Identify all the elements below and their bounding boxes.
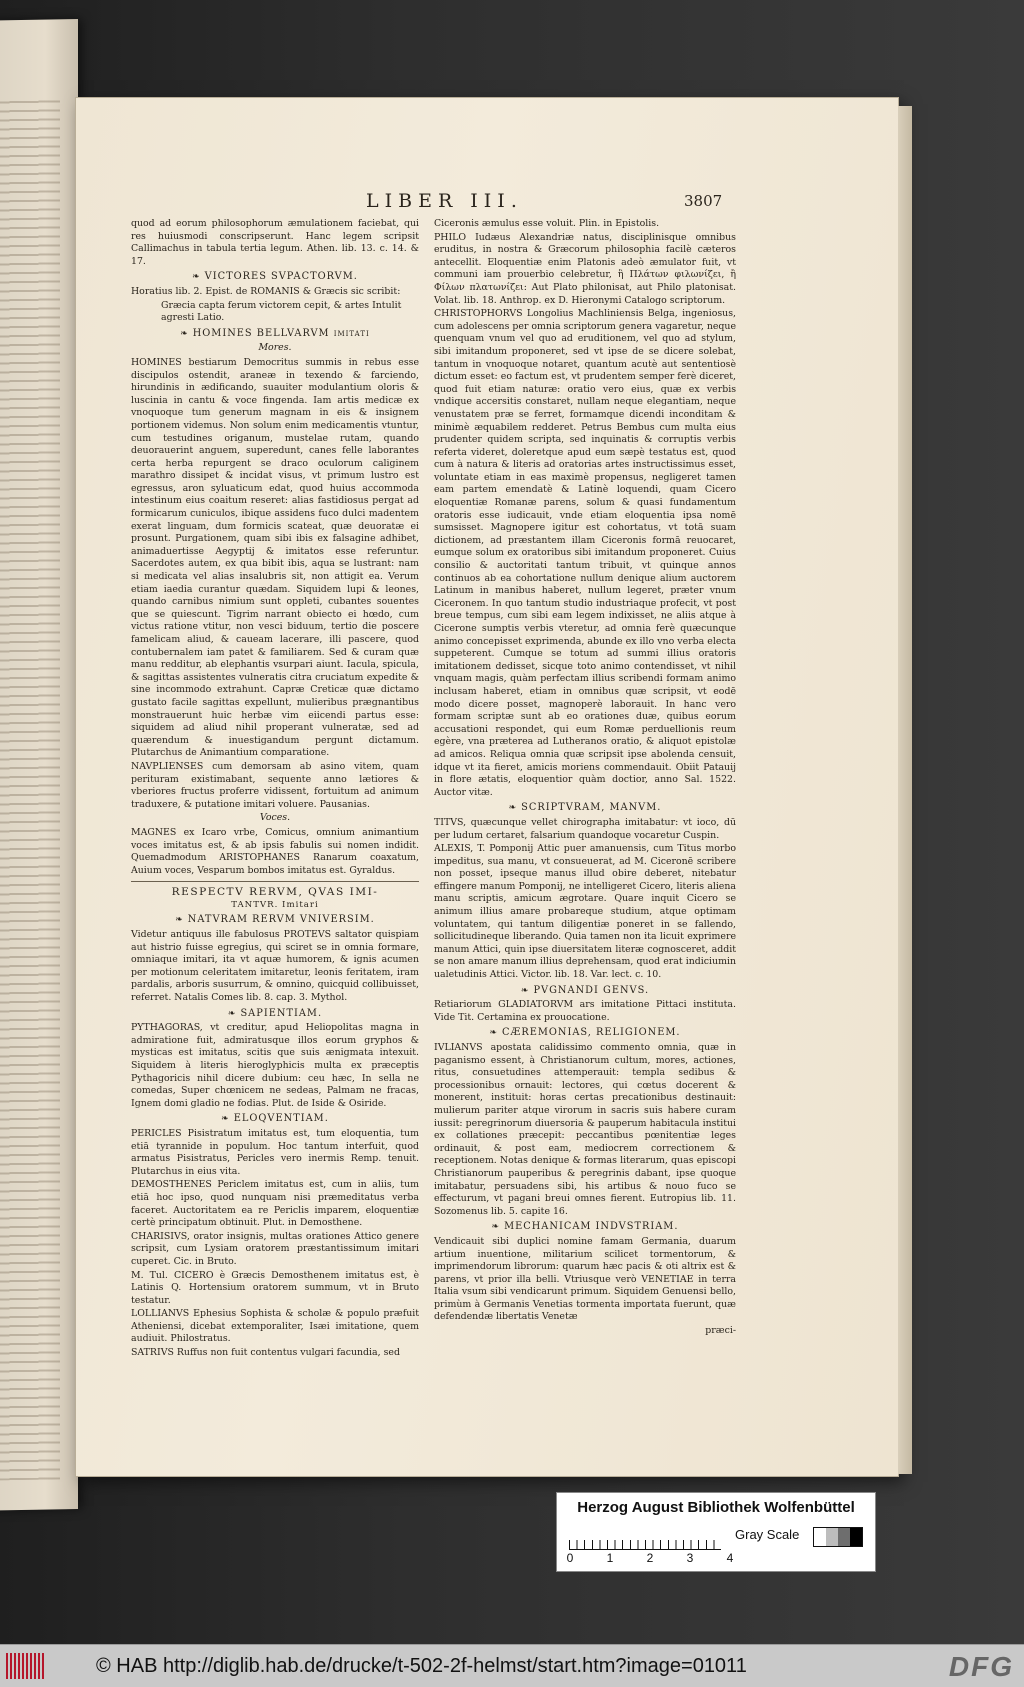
paragraph: ALEXIS, T. Pomponij Attic puer amanuensis, cum Titus morbo impeditus, sua manu, vt consueuerat, ad M. Ciceronē scribere non posset, ipseque manus illud obire deberet, nitebatur effingere manum Pomponij, ne intelligeret Cicero, literis aliena manu scriptis, amicum ægrotare. Quare inquit Cicero se animum illius amare probareque studium, atque optimam voluntatem, qui tantum diligentiæ poneret in se fallendo, sollicitudineque liberando. Quia tamen non ita licuit exprimere manum Attici, quin ipse diuersitatem literæ cognosceret, addit se non amare manum illius deprehensam, quod erat indiciumin ualetudinis Attici. Victor. lib. 18. Var. lect. c. 10. bbox=[434, 843, 736, 981]
section-heading-text: NATVRAM RERVM VNIVERSIM. bbox=[187, 914, 375, 926]
ruler-number: 1 bbox=[606, 1551, 614, 1565]
paragraph: HOMINES bestiarum Democritus summis in rebus esse discipulos ostendit, araneæ in texendo & farciendo, hirundinis in ædificando, suauiter modulantium oloris & luscinia in cantu & voce fingenda. Iam artis medicæ ex vnoquoque tum generum magnam in eis & insignem portionem videmus. Non solum enim medicamentis vtuntur, cum testudines origanum, mustelae rutam, quando deuorauerint anguem, superedunt, canes felle laborantes certa herba repurgent se draco oculorum caliginem marathro dissipet & incidat visus, vt primum lustro est egressus, aron syluaticum edat, quod huius accommoda intestinum eius coaitum reseret: alias fastidiosus pergat ad formicarum cuniculos, ibique assidens fuco dulci madentem exerat linguam, dum formicis scateat, quæ deuoratæ ei prosunt. Purgationem, quam sibi ibis ex falsagine adhibet, animaduertisse Aegyptij & imitatos esse referuntur. Sacerdotes autem, ex qua bibit ibis, aqua se lustrant: nam si medicata vel alias insalubris sit, non attigit ea. Verum etiam iaedia curantur quædam. Siquidem lupi & leones, quando carnibus nimium sunt oppleti, cubantes souentes que se quiescunt. Tigrim narrant obiecto ei hœdo, cum victus ratione vtitur, non vesci biduum, tertio die poscere famelicam aliud, & caueam lacerare, illi pascere, quod contubernalem iam patet & familiarem. Sed & curam quæ manu redditur, ab elephantis vsurpari aiunt. Iacula, spicula, & sagittas assistentes vulneratis citra cruciatum expedite & sine incommodo extrahunt. Capræ Creticæ quæ dictamo gustato facile sagittas expellunt, mulieribus prægnantibus monstrauerunt huic herbæ vim eiicendi partus esse: siquidem ad aliud nihil properant vulneratæ, sed ad quærendum & inuestigandum pergunt dictamum. Plutarchus de Animantium comparatione. bbox=[131, 356, 419, 759]
paragraph: NAVPLIENSES cum demorsam ab asino vitem, quam perituram existimabant, sequente anno lætiores & vberiores fructus proferre vidissent, fortuitum ad animum traduxere, & putatione imitari voluere. Pausanias. bbox=[131, 760, 419, 810]
section-heading-text: PVGNANDI GENVS. bbox=[533, 984, 650, 996]
section-heading bbox=[131, 328, 419, 341]
book-page bbox=[76, 98, 898, 1476]
paragraph: Videtur antiquus ille fabulosus PROTEVS saltator quispiam aut histrio fuisse egregius, qui sciret se in omnia formare, omniaque imitari, ita vt aquæ humorem, & ignis acumen per motionum celeritatem imitaretur, leonis feritatem, iram pardalis, arboris susurrum, & omnino, quicquid collibuisset, referret. Natalis Comes lib. 8. cap. 3. Mythol. bbox=[131, 929, 419, 1004]
gray-scale-label: Gray Scale bbox=[735, 1527, 800, 1542]
section-heading bbox=[434, 1027, 736, 1040]
fleuron-icon: ❧ bbox=[491, 1222, 501, 1233]
section-heading-text: MECHANICAM INDVSTRIAM. bbox=[504, 1221, 679, 1233]
paragraph: CHRISTOPHORVS Longolius Machliniensis Belga, ingeniosus, cum adolescens per omnia scriptorum genera vagaretur, neque quenquam vnum vel quo ad eruditionem, vel quo ad stylum, sibi imitandum proponeret, sed vt ipse de se dicere solebat, tantum in vnoquoque notaret, quantum acutè aut sententiosè dictum esset: eo factum est, vt prudentem semper ferè diceret, quod fuit etiam naturæ: oratio vero eius, quæ ex verbis vndique accersitis constaret, nullam neque elegantiam, neque venustatem præ se ferret, formamque dicendi inconditam & minimè æquabilem redderet. Petrus Bembus cum multa eius prudenter quidem scripta, sed inquinatis & corruptis verbis referta videret, doleretque apud eum sæpè testatus est, quod cum à natura & literis ad oratorias artes instructissimus esset, voluntate etiam in eas maximè propensus, negligeret tamen eam partem emendatè & Latinè loquendi, quam Cicero eloquentiæ Romanæ parens, solum & quasi fundamentum oratoris esse iudicauit, vnde etiam eloquentia ipsa nomē sumsisset. Magnopere igitur est cohortatus, vt totā suam dictionem, ad præstantem illam Ciceronis formā reuocaret, eumque solum ex oratoribus sibi imitandum proponeret. Cuius consilio & auctoritati tantum tribuit, vt quinque annos continuos ab ea cohortatione nullum denique alium auctorem Latinum in manibus haberet, nullum legeret, præter vnum Ciceronem. In quo tantum studio industriaque profecit, vt post breue tempus, cum sibi eam legem indixisset, ne aliis atque à Cicerone sumptis verbis vteretur, ad omnia ferè quæcunque animo concepisset exprimenda, abunde ex illo vno verba electa suppeterent. Cumque se totum ad summi illius oratoris imitationem dedisset, sicque toto animo contendisset, vt nihil vnquam magis, quàm perfectam illius scribendi formam animo inclusam haberet, etiam in omnibus quæ scripsit, vt eodē modo dicere posset, magnoperè laborauit. In hanc vero formam scriptæ sunt ab eo orationes duæ, quibus eorum accusationi respondet, qui eum Romæ perduellionis reum egère, vna præterea ad Lutheranos oratio, & aliquot epistolæ ad amicos. Reliqua omnia quæ scripsit ipse abolenda censuit, idque vt ita fieret, amicis moriens commendauit. Obiit Patauij in flore ætatis, eloquentior quàm doctior, anno Sal. 1522. Auctor vitæ. bbox=[434, 308, 736, 798]
fleuron-icon: ❧ bbox=[520, 985, 530, 996]
section-heading-text: SCRIPTVRAM, MANVM. bbox=[521, 802, 662, 814]
paragraph: PERICLES Pisistratum imitatus est, tum eloquentia, tum etiā tyrannide in populum. Hoc tantum interfuit, quod armatus Pisistratus, Pericles vero inermis Remp. tenuit. Plutarchus in eius vita. bbox=[131, 1127, 419, 1177]
paragraph: Vendicauit sibi duplici nomine famam Germania, duarum artium inuentione, militarium scilicet tormentorum, & imprimendorum librorum: quarum hæc pacis & oti altrix est & parens, vt prior illa belli. Vtriusque verò VENETIAE in terra Italia vsum sibi vendicarunt primum. Siquidem Genuensi bello, primùm à Germanis Venetias tormenta importata fuerunt, quæ defendendæ libertatis Venetæ bbox=[434, 1235, 736, 1323]
page-number: 3807 bbox=[684, 192, 723, 210]
section-heading-text: CÆREMONIAS, RELIGIONEM. bbox=[502, 1027, 681, 1039]
fleuron-icon: ❧ bbox=[180, 328, 189, 339]
left-column bbox=[131, 218, 419, 1361]
gray-swatch bbox=[838, 1528, 850, 1546]
fleuron-icon: ❧ bbox=[489, 1028, 499, 1039]
paragraph: PYTHAGORAS, vt creditur, apud Heliopolitas magna in admiratione fuit, admiratusque illos eorum gryphos & mysticas est imitatus, scitis que suis ænigmata intexuit. Siquidem à literis hieroglyphicis multa ex præceptis Pythagoricis nihil dicere dubium: ceu hæc, In sella ne comedas, Super chœnicem ne sedeas, Palmam ne fracas, Ignem domi gladio ne fodias. Plut. de Iside & Osiride. bbox=[131, 1022, 419, 1109]
ruler-number: 3 bbox=[686, 1551, 694, 1565]
running-header bbox=[76, 190, 898, 216]
section-heading bbox=[434, 1221, 736, 1234]
fleuron-icon: ❧ bbox=[175, 915, 184, 926]
ruler-number: 0 bbox=[566, 1551, 574, 1565]
section-heading bbox=[434, 985, 736, 998]
fleuron-icon: ❧ bbox=[221, 1114, 230, 1125]
right-column bbox=[434, 218, 736, 1338]
section-heading-text: HOMINES BELLVARVM imitati bbox=[192, 327, 370, 339]
facing-page-edge bbox=[0, 19, 78, 1511]
paragraph: SATRIVS Ruffus non fuit contentus vulgari facundia, sed bbox=[131, 1347, 400, 1359]
color-reference-card bbox=[556, 1492, 876, 1572]
viewer-footer bbox=[0, 1644, 1024, 1687]
dfg-logo: DFG bbox=[948, 1651, 1014, 1682]
section-heading bbox=[131, 1008, 419, 1021]
section-heading bbox=[131, 271, 419, 284]
paragraph: LOLLIANVS Ephesius Sophista & scholæ & populo præfuit Atheniensi, dicebat extemporaliter, Isæi imitatione, quem audiuit. Philostratus. bbox=[131, 1308, 419, 1345]
paragraph: quod ad eorum philosophorum æmulationem faciebat, qui res huiusmodi conscripserunt. Hanc legem scripsit Callimachus in tabula tertia legum. Athen. lib. 13. c. 14. & 17. bbox=[131, 218, 419, 267]
section-heading-text: SAPIENTIAM. bbox=[240, 1007, 323, 1019]
source-url[interactable]: © HAB http://diglib.hab.de/drucke/t-502-2f-helmst/start.htm?image=01011 bbox=[96, 1655, 747, 1677]
paragraph: CHARISIVS, orator insignis, multas orationes Attico genere scripsit, cum Lysiam oratorem præstantissimum imitari cuperet. Cic. in Bruto. bbox=[131, 1230, 419, 1267]
section-heading-text: ELOQVENTIAM. bbox=[233, 1113, 329, 1125]
fleuron-icon: ❧ bbox=[192, 272, 201, 283]
section-heading bbox=[131, 1113, 419, 1126]
chapter-subheading: TANTVR. Imitari bbox=[231, 899, 319, 910]
paragraph: Retiariorum GLADIATORVM ars imitatione Pittaci instituta. Vide Tit. Certamina ex prouocatione. bbox=[434, 999, 736, 1023]
paragraph: Horatius lib. 2. Epist. de ROMANIS & Græcis sic scribit: bbox=[131, 285, 401, 297]
ruler-number: 4 bbox=[726, 1551, 734, 1565]
gray-scale-swatches bbox=[813, 1527, 863, 1547]
verse-quote: Græcia capta ferum victorem cepit, & artes Intulit agresti Latio. bbox=[161, 299, 402, 324]
catchword: præci- bbox=[705, 1325, 736, 1337]
paragraph: PHILO Iudæus Alexandriæ natus, disciplinisque omnibus eruditus, in nostra & Græcorum philosophia facilè cæteros antecellit. Eloquentiæ enim Platonis adeò æmulator fuit, vt communi iam prouerbio celebretur, ἢ Πλάτων φιλωνίζει, ἢ Φίλων πλατωνίζει: Aut Plato philonisat, aut Philo platonisat. Volat. lib. 18. Anthrop. ex D. Hieronymi Catalogo scriptorum. bbox=[434, 231, 736, 306]
facing-page-text-ghost bbox=[0, 99, 60, 1480]
paragraph: MAGNES ex Icaro vrbe, Comicus, omnium animantium voces imitatus est, & ab ipsis fabulis sui nomen indidit. Quemadmodum ARISTOPHANES Ranarum coaxatum, Auium voces, Vesparum bombos imitatus est. Gyraldus. bbox=[131, 826, 419, 876]
paragraph: M. Tul. CICERO è Græcis Demosthenem imitatus est, è Latinis Q. Hortensium oratorem summum, vt in Bruto testatur. bbox=[131, 1269, 419, 1306]
card-title: Herzog August Bibliothek Wolfenbüttel bbox=[577, 1499, 855, 1516]
paragraph: Ciceronis æmulus esse voluit. Plin. in Epistolis. bbox=[434, 218, 660, 229]
running-title: LIBER III. bbox=[366, 190, 523, 212]
section-heading bbox=[131, 914, 419, 927]
section-heading-text: VICTORES SVPACTORVM. bbox=[204, 271, 358, 283]
ruler-numbers bbox=[565, 1551, 735, 1565]
section-divider bbox=[131, 881, 419, 882]
subheading: Mores. bbox=[258, 342, 292, 354]
gray-swatch bbox=[814, 1528, 826, 1546]
paragraph: IVLIANVS apostata calidissimo commento omnia, quæ in paganismo essent, à Christianorum cultum, mores, actiones, ritus, consuetudines attemperauit: templa sedibus & processionibus ornauit: lectores, qui cœtus docerent & monerent, instituit: horas certas precationibus destinauit: mulierum pariter atque virorum in sacris suis habere curam iussit: peregrinorum diuersoria & pauperum habitacula institui ex collationes præcepit: peccantibus pœnitentiæ leges ordinauit, & post eam, mediocrem correctionem & receptionem. Notas denique & formas literarum, quas episcopi Christianorum pauperibus & peregrinis dabant, ipse quoque imitabatur, persuadens sibi, his artibus & nouo fuco se effecturum, vt pagani breui omnes fierent. Eutropius lib. 11. Sozomenus lib. 5. capite 16. bbox=[434, 1042, 736, 1217]
subheading: Voces. bbox=[259, 812, 291, 824]
chapter-heading: RESPECTV RERVM, QVAS IMI- bbox=[171, 886, 379, 899]
section-heading bbox=[434, 802, 736, 815]
hab-logo-icon bbox=[6, 1653, 46, 1679]
ruler-number: 2 bbox=[646, 1551, 654, 1565]
gray-swatch bbox=[850, 1528, 862, 1546]
paragraph: TITVS, quæcunque vellet chirographa imitabatur: vt ioco, dū per ludum certaret, falsarium quandoque vocaretur Cuspin. bbox=[434, 816, 736, 841]
scale-ruler bbox=[569, 1531, 721, 1550]
paragraph: DEMOSTHENES Periclem imitatus est, cum in aliis, tum etiā hoc ipso, quod nunquam nisi præmeditatus verba faceret. Auctoritatem ea re Periclis imparem, eloquentiæ certè principatum obtinuit. Plut. in Demosthene. bbox=[131, 1179, 419, 1229]
fleuron-icon: ❧ bbox=[508, 803, 518, 814]
fleuron-icon: ❧ bbox=[227, 1008, 237, 1019]
gray-swatch bbox=[826, 1528, 838, 1546]
